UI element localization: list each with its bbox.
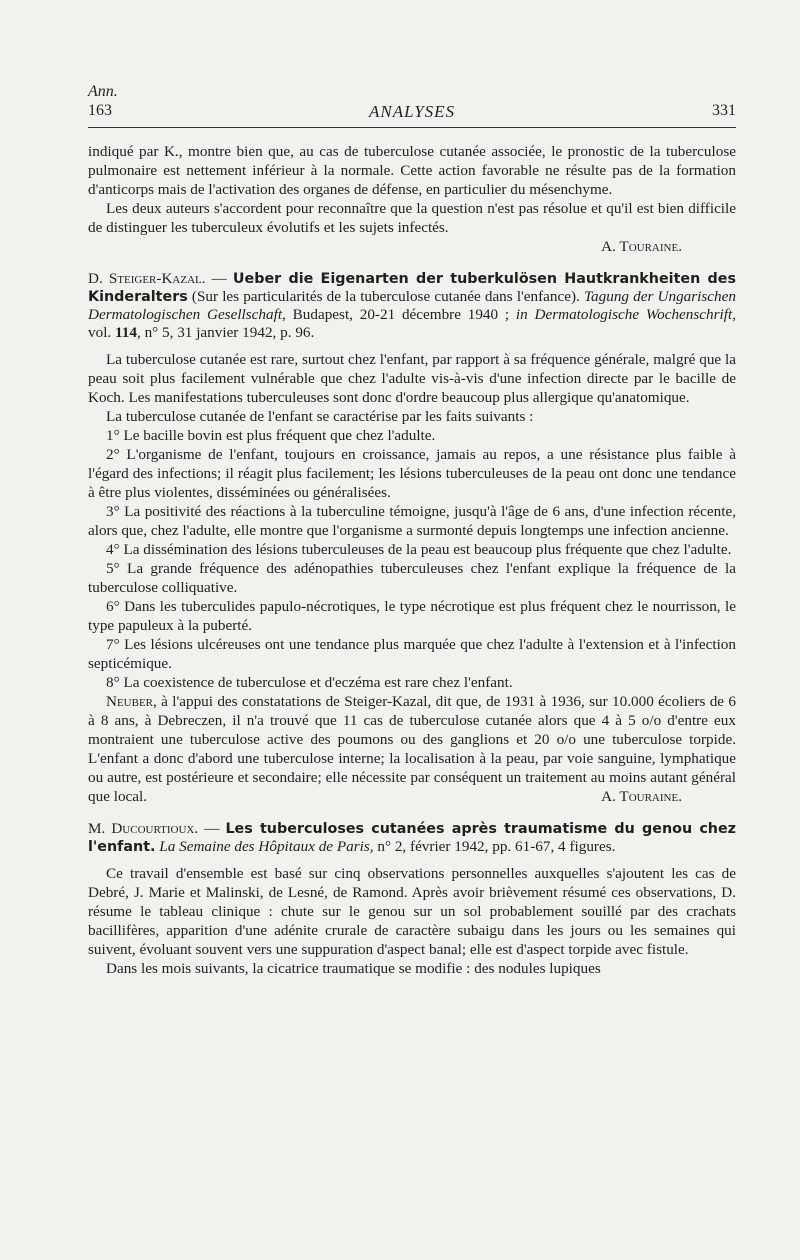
entry-issue-date: , n° 5, 31 janvier 1942, p. 96. (136, 324, 315, 341)
entry-paragraph: La tuberculose cutanée de l'enfant se caractérise par les faits suivants : (106, 408, 534, 425)
entry-paragraph-neuber (88, 692, 736, 806)
entry-author: M. Ducourtioux. (88, 820, 199, 837)
entry-paragraph: 2° L'organisme de l'enfant, toujours en croissance, jamais au repos, a une résistance plus faible à l'égard des infections; il réagit plus facilement; les lésions tuberculeuses de la peau ont donc une tendance à être plus violentes, disséminées ou généralisées. (88, 446, 736, 501)
entry-paragraph: 1° Le bacille bovin est plus fréquent que chez l'adulte. (106, 427, 436, 444)
entry-paragraph: 7° Les lésions ulcéreuses ont une tendance plus marquée que chez l'adulte à l'extension et à l'infection septicémique. (88, 636, 736, 672)
entry-paragraph: Dans les mois suivants, la cicatrice traumatique se modifie : des nodules lupiques (106, 960, 601, 977)
entry-paragraph: 3° La positivité des réactions à la tuberculine témoigne, jusqu'à l'âge de 6 ans, d'une infection récente, alors que, chez l'adulte, elle montre que l'organisme a surmonté depuis longtemps une infection ancienne. (88, 503, 736, 539)
entry-vol-label: vol. (88, 324, 116, 341)
entry-signature: A. Touraine. (601, 788, 682, 805)
header-volume: 163 (88, 102, 112, 119)
intro-paragraph-1: indiqué par K., montre bien que, au cas de tuberculose cutanée associée, le pronostic de la tuberculose pulmonaire est nettement inférieur à la normale. Cette action favorable ne résulte pas de la formation d'anticorps mais de l'activation des organes de défense, en particulier du mésenchyme. (88, 143, 736, 198)
entry-title: Ueber die Eigenarten der tuberkulösen Hautkrankheiten des Kinderalters (88, 271, 736, 305)
entry-paragraph: La tuberculose cutanée est rare, surtout chez l'enfant, par rapport à sa fréquence générale, malgré que la peau soit plus facilement vulnérable que chez l'adulte vis-à-vis d'une infection directe par le bacille de Koch. Les manifestations tuberculeuses sont donc d'ordre beaucoup plus allergique qu'anatomique. (88, 351, 736, 406)
intro-signature: A. Touraine. (601, 238, 682, 255)
entry-title: Les tuberculoses cutanées après traumatisme du genou chez l'enfant. (88, 821, 737, 855)
neuber-text: , à l'appui des constatations de Steiger-Kazal, dit que, de 1931 à 1936, sur 10.000 écoliers de 6 à 8 ans, à Debreczen, il n'a trouvé que 11 cas de tuberculose cutanée alors que 4 à 5 o/o d'entre eux montraient une tuberculose active des poumons ou des ganglions et 20 o/o une tuberculose torpide. L'enfant a donc d'abord une tuberculose interne; la localisation à la peau, par voie sanguine, lymphatique ou autre, est postérieure et secondaire; elle nécessite par conséquent un traitement au moins autant général que local. (88, 693, 736, 805)
entry-body (88, 864, 736, 978)
entry-translation: (Sur les particularités de la tuberculose cutanée dans l'enfance). (187, 288, 584, 305)
page-header (88, 84, 736, 128)
entry-dash: — (198, 820, 226, 837)
header-rule (88, 127, 736, 128)
entry-issue: n° 2, février 1942, pp. 61-67, 4 figures. (373, 838, 616, 855)
intro-paragraph-2: Les deux auteurs s'accordent pour reconnaître que la question n'est pas résolue et qu'il est bien difficile de distinguer les tuberculeux évolutifs et les sujets infectés. (88, 200, 736, 236)
entry-dash: — (205, 270, 233, 287)
header-page-number: 331 (712, 102, 736, 119)
entry-place-date: Budapest, 20-21 décembre 1940 ; (285, 306, 516, 323)
neuber-author: Neuber (106, 693, 154, 710)
entry-author: D. Steiger-Kazal. (88, 270, 206, 287)
entry-paragraph: 5° La grande fréquence des adénopathies tuberculeuses chez l'enfant explique la fréquence de la tuberculose colliquative. (88, 560, 736, 596)
entry-header (88, 270, 736, 342)
entry-paragraph: 4° La dissémination des lésions tuberculeuses de la peau est beaucoup plus fréquente que chez l'adulte. (106, 541, 732, 558)
review-entry-steiger-kazal (88, 270, 736, 806)
page-body (88, 142, 736, 978)
entry-in-journal: in Dermatologische Wochenschrift, (515, 306, 736, 323)
entry-paragraph: Ce travail d'ensemble est basé sur cinq observations personnelles auxquelles s'ajoutent les cas de Debré, J. Marie et Malinski, de Lesné, de Ramond. Après avoir brièvement résumé ces observations, D. résume le tableau clinique : chute sur le genou sur un sol probablement souillé par des crachats bacillifères, apparition d'une adénite crurale de caractère subaigu dans les jours ou les semaines qui suivent, évoluant souvent vers une suppuration d'aspect banal; elle est d'aspect torpide avec fistule. (88, 865, 736, 958)
entry-volume: 114 (115, 324, 137, 341)
entry-journal: Tagung der Ungarischen Dermatologischen Gesellschaft, (88, 288, 736, 323)
entry-header (88, 820, 736, 856)
review-entry-ducourtioux (88, 820, 736, 978)
entry-paragraph: 8° La coexistence de tuberculose et d'eczéma est rare chez l'enfant. (106, 674, 513, 691)
journal-page (88, 84, 736, 978)
entry-body (88, 350, 736, 806)
entry-journal: La Semaine des Hôpitaux de Paris, (155, 838, 374, 855)
header-title: ANALYSES (368, 102, 456, 121)
entry-paragraph: 6° Dans les tuberculides papulo-nécrotiques, le type nécrotique est plus fréquent chez le nourrisson, le type papuleux à la puberté. (88, 598, 736, 634)
header-ann: Ann. (88, 83, 118, 100)
